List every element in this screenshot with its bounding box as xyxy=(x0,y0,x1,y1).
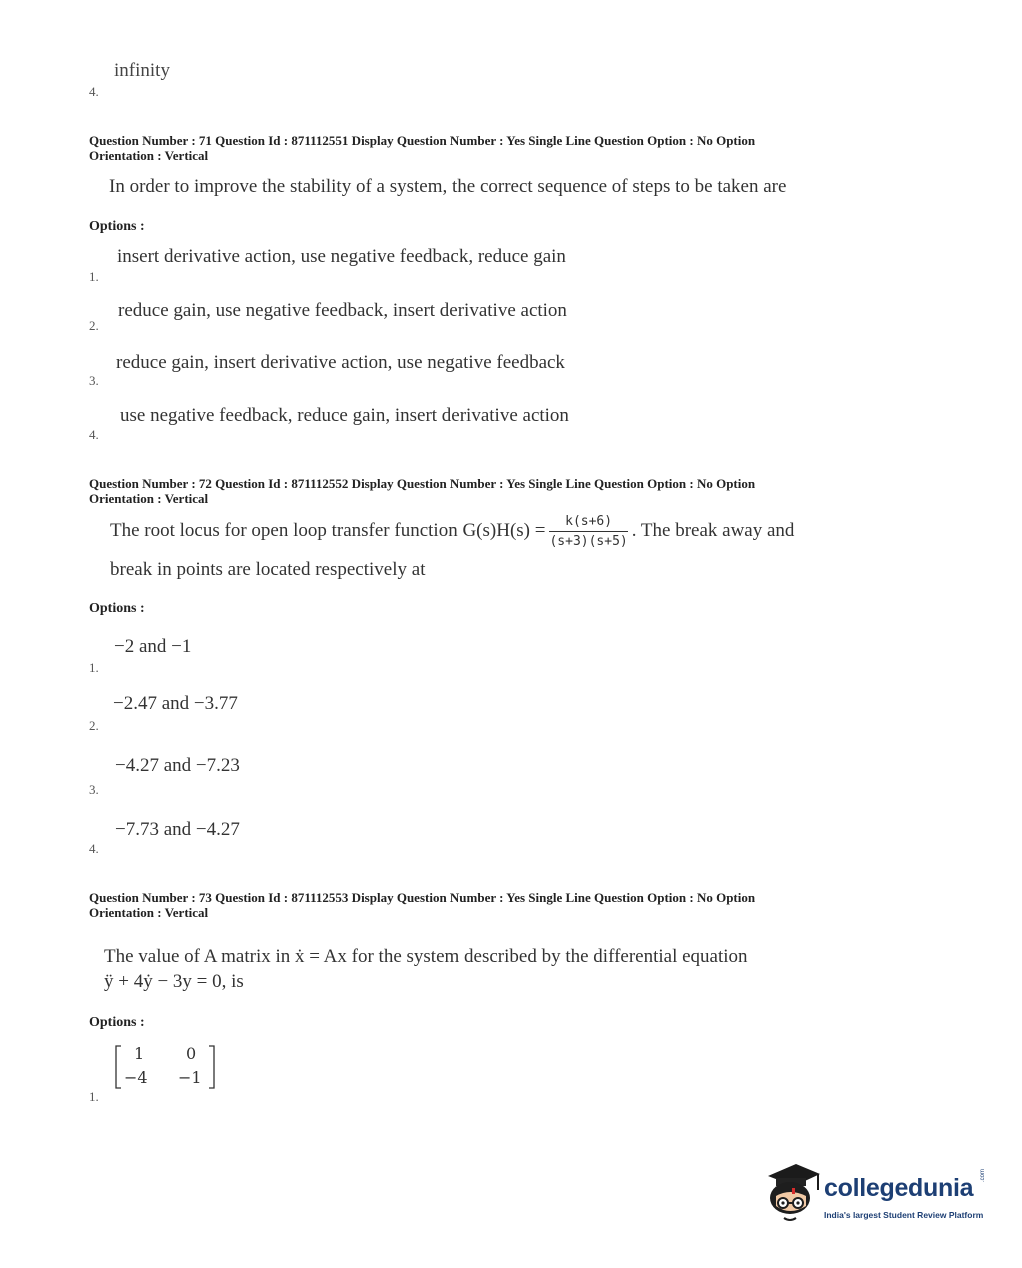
question-meta-line2: Orientation : Vertical xyxy=(89,905,209,920)
question-meta-line1: Question Number : 73 Question Id : 871112553 Display Question Number : Yes Single Line Question Option : No Option xyxy=(89,890,756,905)
option-text: −7.73 and −4.27 xyxy=(115,819,240,840)
matrix-cell: −4 xyxy=(124,1068,148,1087)
matrix-bracket-right xyxy=(208,1044,216,1090)
option-text: insert derivative action, use negative feedback, reduce gain xyxy=(117,246,566,267)
question-meta-line1: Question Number : 72 Question Id : 871112552 Display Question Number : Yes Single Line Question Option : No Option xyxy=(89,476,756,491)
option-number: 4. xyxy=(89,427,99,442)
matrix-cell: 1 xyxy=(134,1044,145,1063)
question-text: The value of A matrix in ẋ = Ax for the system described by the differential equation xyxy=(104,946,748,967)
logo-tagline: India's largest Student Review Platform xyxy=(824,1210,984,1220)
option-text: use negative feedback, reduce gain, insert derivative action xyxy=(120,405,569,426)
options-label: Options : xyxy=(89,601,145,616)
option-number: 2. xyxy=(89,318,99,333)
option-text: reduce gain, insert derivative action, use negative feedback xyxy=(116,352,565,373)
option-number: 1. xyxy=(89,660,99,675)
question-meta xyxy=(89,476,755,506)
option-number: 1. xyxy=(89,1089,99,1104)
option-number: 1. xyxy=(89,269,99,284)
option-text: −2.47 and −3.77 xyxy=(113,693,238,714)
prev-option-text: infinity xyxy=(114,60,170,81)
question-text-before: The root locus for open loop transfer function G(s)H(s) = xyxy=(110,519,546,541)
question-text-line2: ÿ + 4ẏ − 3y = 0, is xyxy=(104,971,244,992)
question-meta-line2: Orientation : Vertical xyxy=(89,491,209,506)
question-text: In order to improve the stability of a system, the correct sequence of steps to be taken are xyxy=(109,176,787,197)
option-matrix xyxy=(114,1044,218,1090)
fraction-denominator: (s+3)(s+5) xyxy=(549,534,628,549)
option-number: 2. xyxy=(89,718,99,733)
matrix-bracket-left xyxy=(114,1044,122,1090)
transfer-function-fraction xyxy=(549,514,627,549)
question-meta-line2: Orientation : Vertical xyxy=(89,148,209,163)
options-label: Options : xyxy=(89,219,145,234)
option-number: 4. xyxy=(89,841,99,856)
option-text: −2 and −1 xyxy=(114,636,192,657)
option-text: reduce gain, use negative feedback, insert derivative action xyxy=(118,300,567,321)
option-number: 3. xyxy=(89,373,99,388)
collegedunia-logo xyxy=(762,1158,992,1230)
question-text-line2: break in points are located respectively at xyxy=(110,559,426,580)
question-meta xyxy=(89,133,755,163)
fraction-numerator: k(s+6) xyxy=(549,514,627,532)
options-label: Options : xyxy=(89,1015,145,1030)
prev-option-number: 4. xyxy=(89,84,99,99)
option-text: −4.27 and −7.23 xyxy=(115,755,240,776)
logo-wordmark: collegedunia xyxy=(824,1174,974,1202)
matrix-cell: 0 xyxy=(186,1044,197,1063)
mascot-icon xyxy=(762,1158,822,1228)
question-meta xyxy=(89,890,755,920)
question-text-after: . The break away and xyxy=(631,519,795,541)
logo-suffix: .com xyxy=(980,1168,986,1182)
matrix-cell: −1 xyxy=(178,1068,202,1087)
question-text xyxy=(110,514,794,549)
option-number: 3. xyxy=(89,782,99,797)
question-meta-line1: Question Number : 71 Question Id : 871112551 Display Question Number : Yes Single Line Question Option : No Option xyxy=(89,133,756,148)
